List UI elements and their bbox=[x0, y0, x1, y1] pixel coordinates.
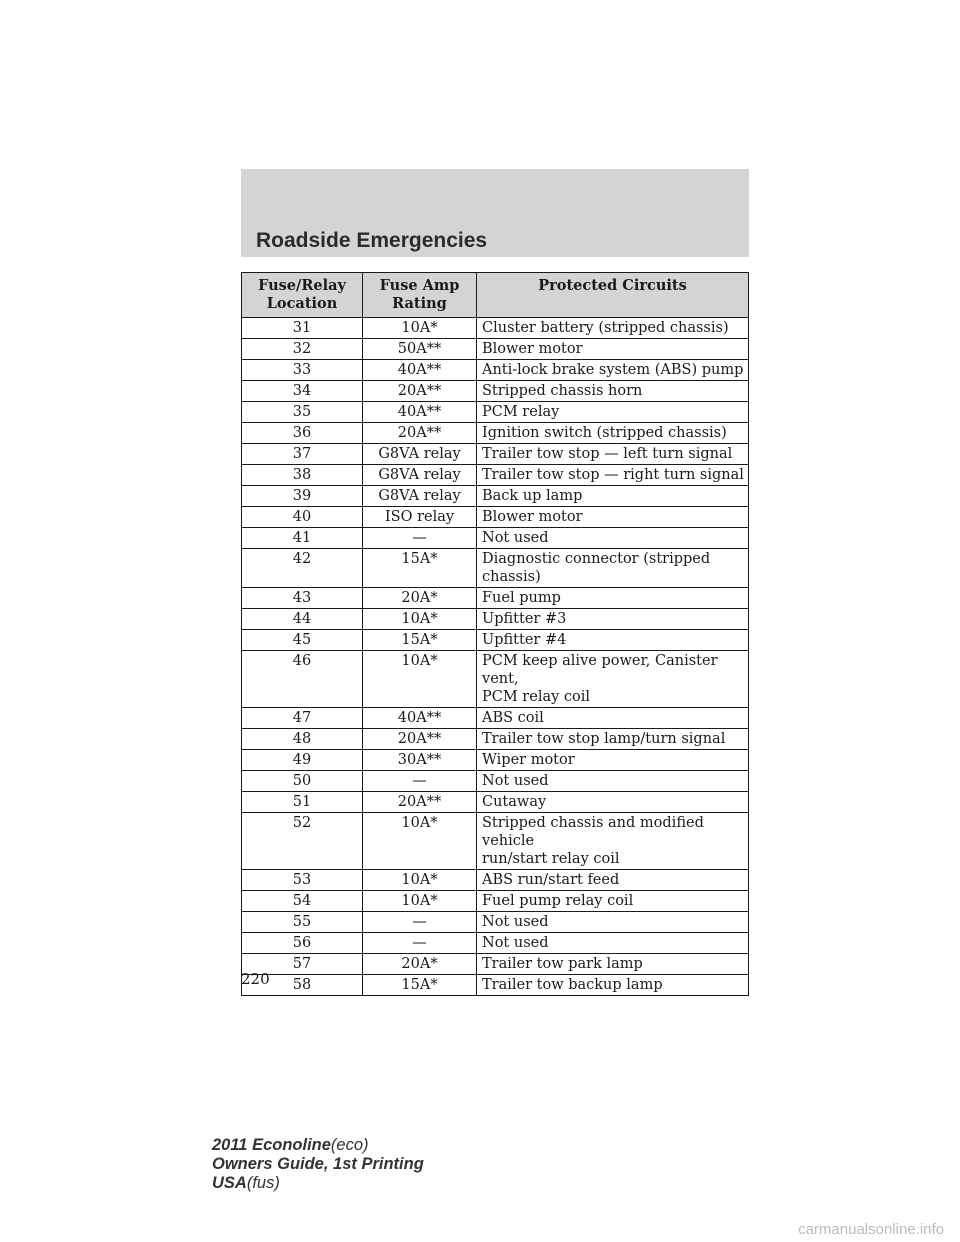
cell-location: 41 bbox=[242, 528, 363, 549]
cell-location: 40 bbox=[242, 507, 363, 528]
cell-location: 34 bbox=[242, 381, 363, 402]
table-row bbox=[242, 750, 749, 771]
cell-protected-circuits: Not used bbox=[477, 933, 749, 954]
column-header-protected-circuits: Protected Circuits bbox=[477, 273, 749, 318]
cell-amp-rating: 40A** bbox=[363, 708, 477, 729]
page-number: 220 bbox=[241, 970, 270, 988]
cell-location: 58 bbox=[242, 975, 363, 996]
table-row bbox=[242, 771, 749, 792]
cell-protected-circuits: Back up lamp bbox=[477, 486, 749, 507]
cell-amp-rating: 20A** bbox=[363, 381, 477, 402]
table-row bbox=[242, 813, 749, 870]
cell-protected-circuits: Diagnostic connector (stripped chassis) bbox=[477, 549, 749, 588]
cell-protected-circuits: Trailer tow stop — right turn signal bbox=[477, 465, 749, 486]
table-row bbox=[242, 729, 749, 750]
cell-amp-rating: 10A* bbox=[363, 813, 477, 870]
cell-location: 32 bbox=[242, 339, 363, 360]
table-row bbox=[242, 318, 749, 339]
cell-amp-rating: 10A* bbox=[363, 651, 477, 708]
cell-protected-circuits: Not used bbox=[477, 528, 749, 549]
table-row bbox=[242, 507, 749, 528]
table-row bbox=[242, 792, 749, 813]
cell-amp-rating: 50A** bbox=[363, 339, 477, 360]
table-row bbox=[242, 549, 749, 588]
cell-amp-rating: 20A* bbox=[363, 588, 477, 609]
footer-line-2: Owners Guide, 1st Printing bbox=[212, 1155, 424, 1173]
table-row bbox=[242, 360, 749, 381]
cell-protected-circuits: Trailer tow backup lamp bbox=[477, 975, 749, 996]
cell-location: 54 bbox=[242, 891, 363, 912]
cell-amp-rating: 40A** bbox=[363, 360, 477, 381]
cell-protected-circuits: Wiper motor bbox=[477, 750, 749, 771]
cell-location: 57 bbox=[242, 954, 363, 975]
cell-amp-rating: G8VA relay bbox=[363, 486, 477, 507]
column-header-location: Fuse/Relay Location bbox=[242, 273, 363, 318]
cell-location: 38 bbox=[242, 465, 363, 486]
cell-location: 56 bbox=[242, 933, 363, 954]
cell-protected-circuits: Not used bbox=[477, 771, 749, 792]
table-row bbox=[242, 954, 749, 975]
cell-location: 53 bbox=[242, 870, 363, 891]
table-row bbox=[242, 933, 749, 954]
table-row bbox=[242, 423, 749, 444]
cell-protected-circuits: Trailer tow stop lamp/turn signal bbox=[477, 729, 749, 750]
table-row bbox=[242, 870, 749, 891]
column-header-amp-rating: Fuse Amp Rating bbox=[363, 273, 477, 318]
cell-location: 31 bbox=[242, 318, 363, 339]
cell-location: 46 bbox=[242, 651, 363, 708]
cell-protected-circuits: Trailer tow stop — left turn signal bbox=[477, 444, 749, 465]
footer-line-1: 2011 Econoline(eco) bbox=[212, 1136, 369, 1154]
cell-protected-circuits: Trailer tow park lamp bbox=[477, 954, 749, 975]
cell-location: 43 bbox=[242, 588, 363, 609]
cell-amp-rating: — bbox=[363, 933, 477, 954]
table-row bbox=[242, 588, 749, 609]
cell-amp-rating: 20A** bbox=[363, 792, 477, 813]
fuse-table bbox=[241, 272, 749, 996]
table-row bbox=[242, 891, 749, 912]
cell-amp-rating: 20A** bbox=[363, 729, 477, 750]
cell-amp-rating: — bbox=[363, 771, 477, 792]
cell-protected-circuits: Blower motor bbox=[477, 507, 749, 528]
table-row bbox=[242, 465, 749, 486]
table-header-row bbox=[242, 273, 749, 318]
cell-protected-circuits: Stripped chassis and modified vehicle run/start relay coil bbox=[477, 813, 749, 870]
cell-location: 52 bbox=[242, 813, 363, 870]
cell-location: 42 bbox=[242, 549, 363, 588]
cell-location: 55 bbox=[242, 912, 363, 933]
cell-protected-circuits: Fuel pump relay coil bbox=[477, 891, 749, 912]
table-row bbox=[242, 444, 749, 465]
cell-protected-circuits: Upfitter #4 bbox=[477, 630, 749, 651]
cell-location: 37 bbox=[242, 444, 363, 465]
cell-protected-circuits: PCM relay bbox=[477, 402, 749, 423]
table-row bbox=[242, 486, 749, 507]
cell-location: 36 bbox=[242, 423, 363, 444]
cell-amp-rating: — bbox=[363, 912, 477, 933]
cell-location: 47 bbox=[242, 708, 363, 729]
table-row bbox=[242, 975, 749, 996]
cell-protected-circuits: PCM keep alive power, Canister vent, PCM relay coil bbox=[477, 651, 749, 708]
cell-protected-circuits: ABS coil bbox=[477, 708, 749, 729]
section-title: Roadside Emergencies bbox=[256, 229, 488, 252]
cell-protected-circuits: Ignition switch (stripped chassis) bbox=[477, 423, 749, 444]
table-row bbox=[242, 339, 749, 360]
table-row bbox=[242, 402, 749, 423]
cell-location: 33 bbox=[242, 360, 363, 381]
cell-protected-circuits: Fuel pump bbox=[477, 588, 749, 609]
cell-protected-circuits: Blower motor bbox=[477, 339, 749, 360]
cell-location: 44 bbox=[242, 609, 363, 630]
cell-protected-circuits: ABS run/start feed bbox=[477, 870, 749, 891]
cell-amp-rating: 10A* bbox=[363, 870, 477, 891]
cell-amp-rating: G8VA relay bbox=[363, 444, 477, 465]
cell-amp-rating: — bbox=[363, 528, 477, 549]
cell-location: 48 bbox=[242, 729, 363, 750]
cell-amp-rating: 10A* bbox=[363, 891, 477, 912]
table-row bbox=[242, 630, 749, 651]
cell-protected-circuits: Upfitter #3 bbox=[477, 609, 749, 630]
watermark: carmanualsonline.info bbox=[798, 1221, 944, 1238]
cell-amp-rating: 10A* bbox=[363, 609, 477, 630]
footer bbox=[212, 1136, 424, 1193]
cell-location: 51 bbox=[242, 792, 363, 813]
cell-amp-rating: 20A* bbox=[363, 954, 477, 975]
table-row bbox=[242, 708, 749, 729]
cell-amp-rating: G8VA relay bbox=[363, 465, 477, 486]
table-row bbox=[242, 609, 749, 630]
cell-location: 39 bbox=[242, 486, 363, 507]
cell-protected-circuits: Cutaway bbox=[477, 792, 749, 813]
cell-amp-rating: 30A** bbox=[363, 750, 477, 771]
cell-amp-rating: 15A* bbox=[363, 630, 477, 651]
cell-location: 35 bbox=[242, 402, 363, 423]
cell-location: 45 bbox=[242, 630, 363, 651]
table-body bbox=[242, 318, 749, 996]
table-row bbox=[242, 381, 749, 402]
cell-location: 49 bbox=[242, 750, 363, 771]
cell-protected-circuits: Cluster battery (stripped chassis) bbox=[477, 318, 749, 339]
cell-protected-circuits: Not used bbox=[477, 912, 749, 933]
table-row bbox=[242, 912, 749, 933]
cell-protected-circuits: Anti-lock brake system (ABS) pump bbox=[477, 360, 749, 381]
cell-amp-rating: 15A* bbox=[363, 549, 477, 588]
cell-location: 50 bbox=[242, 771, 363, 792]
table-row bbox=[242, 528, 749, 549]
footer-line-3: USA(fus) bbox=[212, 1174, 280, 1192]
cell-amp-rating: 10A* bbox=[363, 318, 477, 339]
cell-protected-circuits: Stripped chassis horn bbox=[477, 381, 749, 402]
cell-amp-rating: 20A** bbox=[363, 423, 477, 444]
table-row bbox=[242, 651, 749, 708]
cell-amp-rating: ISO relay bbox=[363, 507, 477, 528]
cell-amp-rating: 15A* bbox=[363, 975, 477, 996]
cell-amp-rating: 40A** bbox=[363, 402, 477, 423]
